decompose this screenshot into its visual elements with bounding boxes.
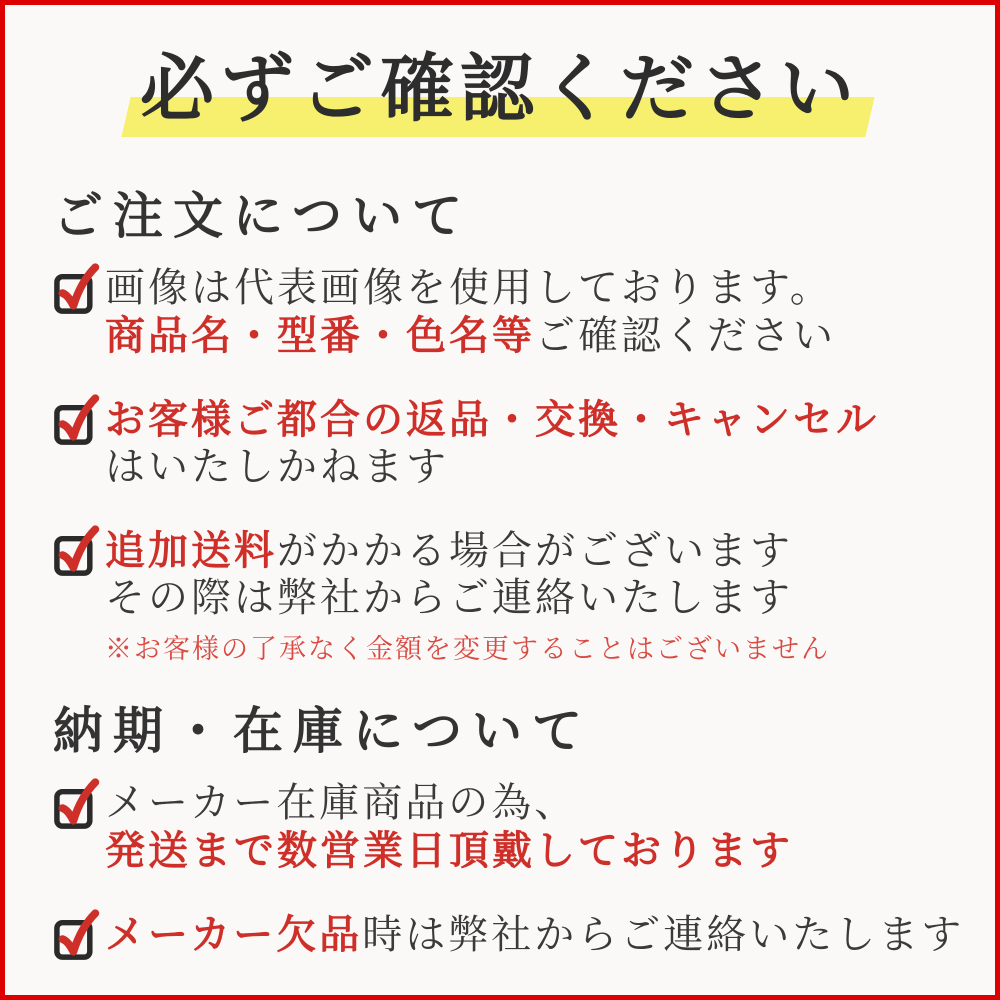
checkbox-check-icon (53, 524, 100, 580)
item-line (105, 911, 964, 959)
list-item-representative-image (53, 265, 955, 360)
item-text (105, 780, 793, 875)
checkbox-check-icon (53, 393, 100, 449)
item-line-text-red: メーカー欠品 (105, 911, 363, 958)
list-item-no-returns (53, 396, 955, 491)
item-line-text-red: 発送まで数営業日頂戴しております (105, 827, 793, 874)
item-text (105, 911, 964, 959)
item-line (105, 396, 879, 444)
item-text (105, 396, 879, 491)
page-title-text: 必ずご確認ください (140, 46, 860, 132)
item-line-text-red: 商品名・型番・色名等 (105, 312, 535, 359)
item-line (105, 265, 836, 312)
list-item-maker-stock (53, 780, 955, 875)
item-line (105, 575, 830, 622)
price-change-note: ※お客様の了承なく金額を変更することはございません (105, 634, 830, 665)
item-line-text: メーカー在庫商品の為、 (105, 780, 578, 826)
item-line (105, 827, 793, 875)
checkbox-check-icon (53, 262, 100, 318)
item-text (105, 265, 836, 360)
item-line-text-red: 追加送料 (105, 527, 277, 574)
item-line-text: はいたしかねます (105, 444, 449, 490)
item-line (105, 444, 879, 491)
item-line (105, 312, 836, 360)
checkbox-check-icon (53, 777, 100, 833)
checkbox-check-icon (53, 908, 100, 964)
list-item-maker-shortage (53, 911, 965, 964)
section-heading-order: ご注文について (53, 186, 472, 245)
item-line-text: がかかる場合がございます (277, 528, 793, 574)
item-line-text: その際は弊社からご連絡いたします (105, 575, 793, 621)
list-item-extra-shipping (53, 527, 955, 666)
item-line-text-red: お客様ご都合の返品・交換・キャンセル (105, 396, 879, 443)
item-line-text: ご確認ください (535, 313, 836, 359)
item-text (105, 527, 830, 666)
content (5, 187, 995, 964)
page-title (140, 39, 860, 139)
item-line-text: 時は弊社からご連絡いたします (362, 912, 965, 958)
section-heading-stock: 納期・在庫について (53, 701, 592, 760)
item-line (105, 780, 793, 827)
item-line (105, 527, 830, 575)
item-line-text: 画像は代表画像を使用しております。 (105, 265, 833, 311)
title-wrap (5, 39, 995, 139)
